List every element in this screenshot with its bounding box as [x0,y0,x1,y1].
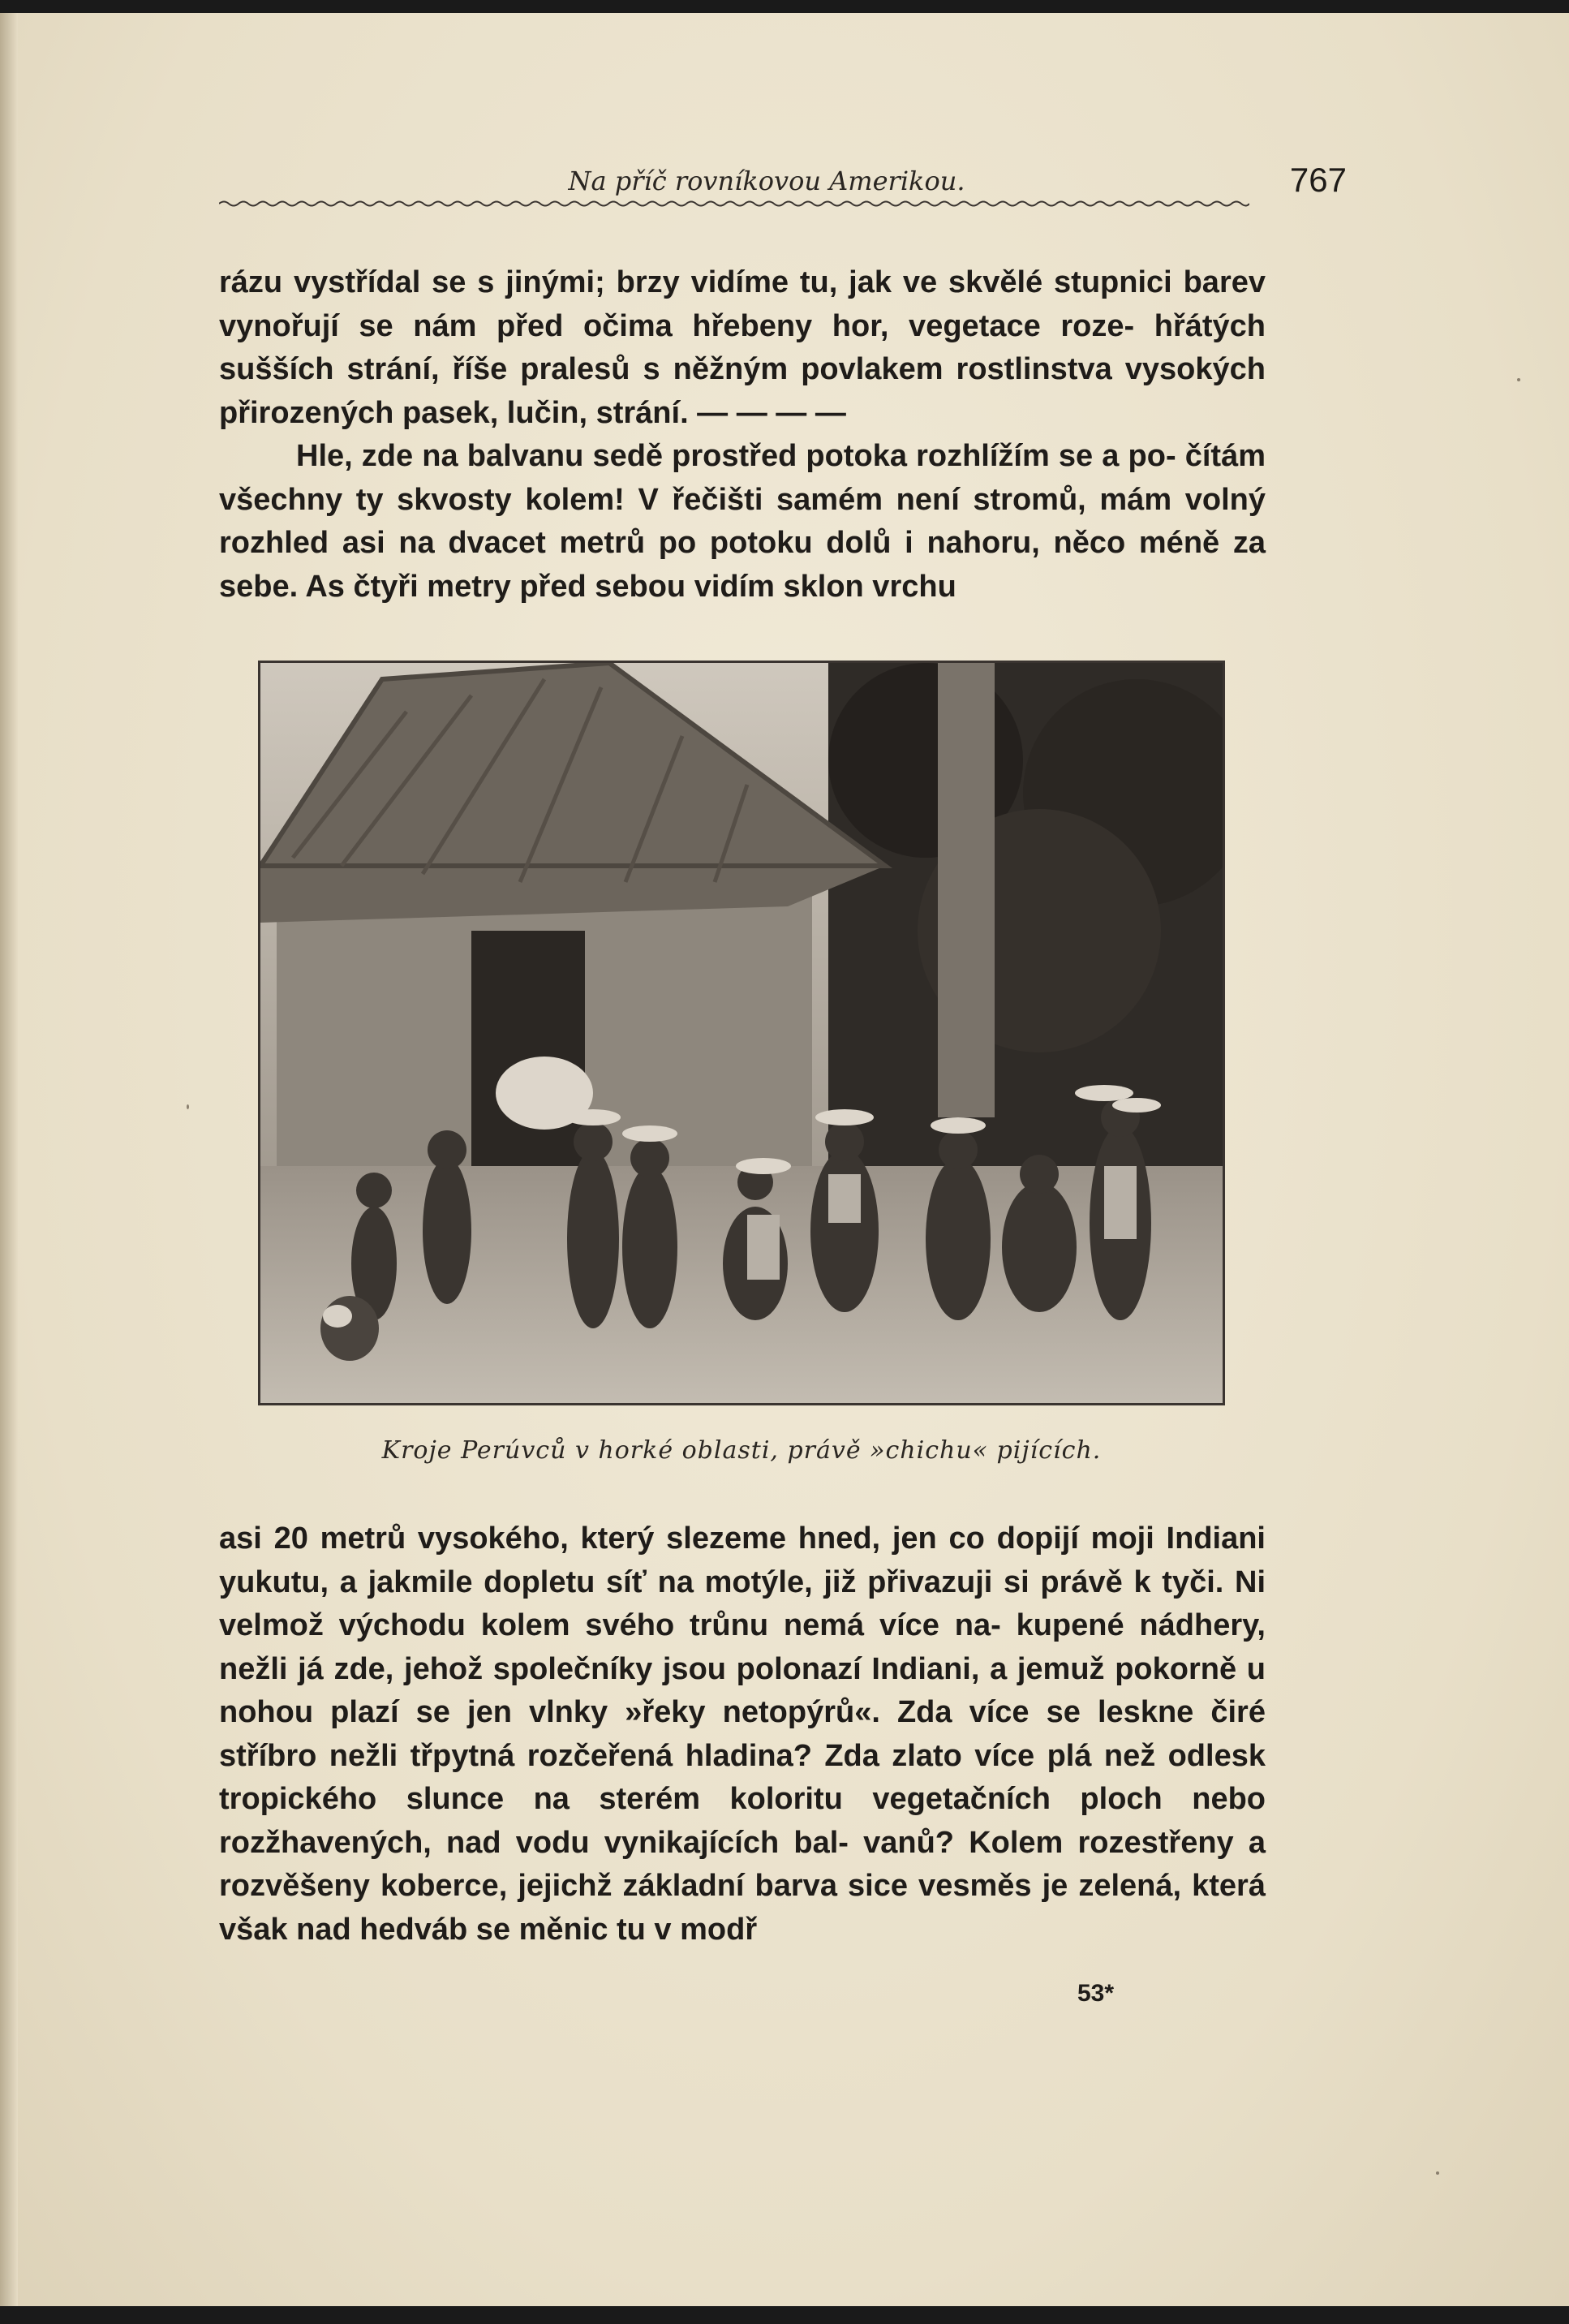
wavy-rule [219,198,1249,209]
running-head-title: Na příč rovníkovou Amerikou. [568,166,965,196]
photo-caption: Kroje Perúvců v horké oblasti, právě »chichu« pijících. [381,1436,1102,1465]
photo-illustration [260,663,1223,1403]
page-number: 767 [1289,161,1347,199]
paragraph: asi 20 metrů vysokého, který slezeme hned, jen co dopijí moji Indiani yukutu, a jakmile dopletu síť na motýle, již přivazuji si právě k tyči. Ni velmož východu kolem svého trůnu nemá více na- kupené nádhery, nežli já zde, jehož společníky jsou polonazí Indiani, a jemuž pokorně u nohou plazí se jen vlnky »řeky netopýrů«. Zda více se leskne čiré stříbro nežli třpytná rozčeřená hladina? Zda zlato více plá než odlesk tropického slunce na sterém koloritu vegetačních ploch nebo rozžhavených, nad vodu vynikajících bal- vanů? Kolem rozestřeny a rozvěšeny koberce, jejichž základní barva sice vesměs je zelená, která však nad hedváb se měnic tu v modř [219,1521,1266,1947]
paper-speck [1436,2171,1439,2175]
paragraph: rázu vystřídal se s jinými; brzy vidíme tu, jak ve skvělé stupnici barev vynořují se nám před očima hřebeny hor, vegetace roze- hřátých sušších strání, říše pralesů s něžným povlakem rostlinstva vysokých přirozených pasek, lučin, strání. — — — — [219,265,1266,430]
paper-speck [187,1104,189,1109]
page-spine-shadow [0,13,18,2306]
paper-speck [1517,378,1520,381]
photograph [258,661,1225,1405]
signature-mark: 53* [1077,1980,1115,2007]
text-block-bottom [219,1517,1266,1952]
running-head [219,161,1347,214]
book-page [0,13,1569,2306]
paragraph: Hle, zde na balvanu sedě prostřed potoka rozhlížím se a po- čítám všechny ty skvosty kolem! V řečišti samém není stromů, mám volný rozhled asi na dvacet metrů po potoku dolů i nahoru, něco méně za sebe. As čtyři metry před sebou vidím sklon vrchu [219,439,1266,604]
text-block-top [219,261,1266,609]
